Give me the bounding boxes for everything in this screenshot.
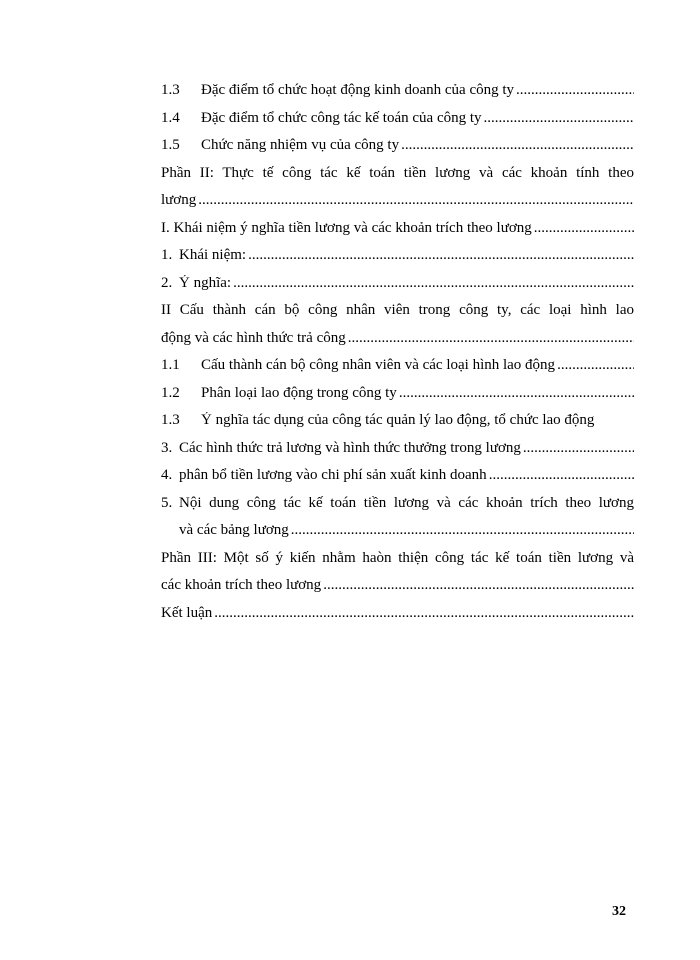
toc-entry — [161, 137, 634, 165]
toc-entry-number: 1.3 — [161, 82, 180, 98]
toc-entry-title: Nội dung công tác kế toán tiền lương và các khoản trích theo lương — [179, 494, 634, 511]
dot-leader — [523, 440, 634, 457]
table-of-contents — [161, 82, 634, 632]
toc-entry-title: Phần III: Một số ý kiến nhằm haòn thiện công tác kế toán tiền lương và — [161, 549, 634, 566]
dot-leader — [557, 357, 634, 374]
dot-leader — [401, 137, 634, 154]
toc-entry-title: phân bổ tiền lương vào chi phí sản xuất kinh doanh — [179, 467, 487, 483]
dot-leader — [323, 577, 634, 594]
dot-leader — [516, 82, 634, 99]
toc-entry-number: 1.4 — [161, 109, 180, 126]
toc-entry-title: Khái niệm: — [179, 247, 247, 263]
toc-entry — [161, 467, 634, 495]
dot-leader — [233, 275, 634, 292]
toc-entry-number: 1. — [161, 247, 173, 263]
toc-entry — [161, 357, 634, 385]
toc-entry-title: Cấu thành cán bộ công nhân viên và các loại hình lao động — [201, 357, 556, 373]
toc-entry-number: 1.2 — [161, 384, 180, 401]
toc-entry — [161, 82, 634, 110]
page-number: 32 — [612, 904, 626, 919]
toc-entry — [161, 302, 634, 330]
toc-entry-title: Đặc điểm tổ chức hoạt động kinh doanh của công ty — [201, 82, 515, 98]
dot-leader — [348, 330, 634, 347]
dot-leader — [399, 385, 634, 402]
toc-entry-number: 1.5 — [161, 137, 180, 153]
toc-entry-title: Ý nghĩa: — [179, 274, 232, 291]
dot-leader — [198, 192, 634, 209]
toc-entry — [161, 412, 634, 440]
dot-leader — [291, 522, 634, 539]
toc-entry-title: Ý nghĩa tác dụng của công tác quản lý lao động, tổ chức lao động — [201, 412, 595, 428]
toc-entry-title: động và các hình thức trả công — [161, 329, 346, 346]
dot-leader — [484, 110, 634, 127]
toc-entry — [161, 577, 634, 605]
toc-entry-title: II Cấu thành cán bộ công nhân viên trong công ty, các loại hình lao — [161, 302, 634, 318]
toc-entry — [161, 522, 634, 550]
toc-entry — [161, 495, 634, 523]
toc-entry — [161, 110, 634, 138]
toc-entry-title: và các bảng lương — [179, 522, 289, 538]
toc-entry — [161, 330, 634, 358]
toc-entry-title: lương — [161, 192, 197, 208]
toc-entry-title: Kết luận — [161, 604, 213, 621]
toc-entry — [161, 440, 634, 468]
dot-leader — [248, 247, 634, 264]
toc-entry-number: 2. — [161, 274, 173, 291]
toc-entry-number: 5. — [161, 494, 173, 511]
dot-leader — [214, 605, 634, 622]
toc-entry-title: Đặc điểm tổ chức công tác kế toán của công ty — [201, 109, 482, 126]
toc-entry — [161, 550, 634, 578]
toc-entry-title: Các hình thức trả lương và hình thức thưởng trong lương — [179, 439, 521, 456]
toc-entry — [161, 165, 634, 193]
toc-entry-number: 3. — [161, 439, 173, 456]
toc-entry — [161, 385, 634, 413]
toc-entry-title: các khoản trích theo lương — [161, 577, 322, 593]
toc-entry-number: 1.1 — [161, 357, 180, 373]
toc-entry — [161, 247, 634, 275]
dot-leader — [534, 220, 634, 237]
toc-entry-title: Phân loại lao động trong công ty — [201, 384, 397, 401]
dot-leader — [489, 467, 634, 484]
toc-entry — [161, 275, 634, 303]
toc-entry-number: 4. — [161, 467, 173, 483]
toc-entry-title: I. Khái niệm ý nghĩa tiền lương và các khoản trích theo lương — [161, 219, 532, 236]
toc-entry — [161, 220, 634, 248]
toc-entry-title: Phần II: Thực tế công tác kế toán tiền lương và các khoản tính theo — [161, 164, 634, 181]
toc-entry-number: 1.3 — [161, 412, 180, 428]
toc-entry-title: Chức năng nhiệm vụ của công ty — [201, 137, 400, 153]
toc-entry — [161, 192, 634, 220]
toc-entry — [161, 605, 634, 633]
